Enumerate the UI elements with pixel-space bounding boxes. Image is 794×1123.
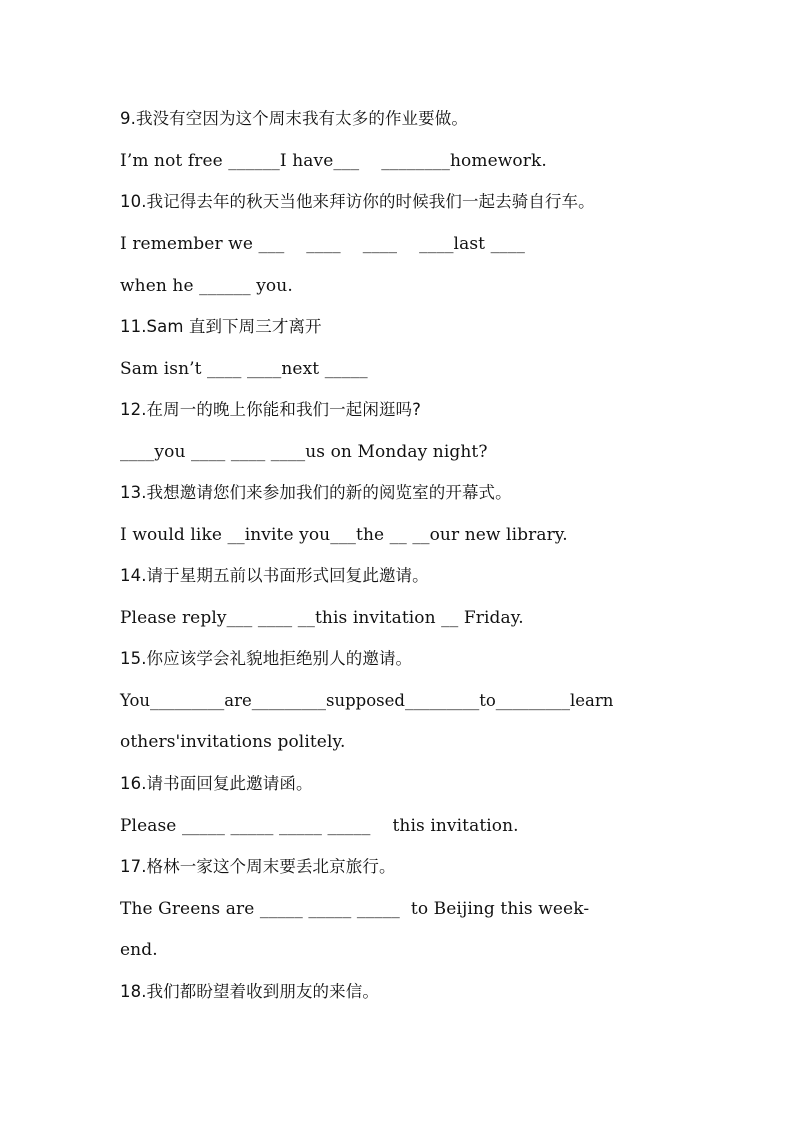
- question-17-english-line-2: end.: [120, 940, 158, 960]
- question-16-chinese: 16.请书面回复此邀请函。: [120, 774, 313, 793]
- question-17-chinese: 17.格林一家这个周末要丢北京旅行。: [120, 857, 396, 876]
- question-14-english: Please reply___ ____ __this invitation __ Friday.: [120, 608, 524, 628]
- question-10-english-line-2: when he ______ you.: [120, 276, 293, 296]
- question-11-chinese: 11.Sam 直到下周三才离开: [120, 317, 322, 336]
- question-10-english-line-1: I remember we ___ ____ ____ ____last ____: [120, 234, 525, 254]
- question-17-english-line-1: The Greens are _____ _____ _____ to Beijing this week-: [120, 899, 590, 919]
- question-18-chinese: 18.我们都盼望着收到朋友的来信。: [120, 982, 379, 1001]
- question-13-chinese: 13.我想邀请您们来参加我们的新的阅览室的开幕式。: [120, 483, 512, 502]
- question-15-english-line-2: others'invitations politely.: [120, 732, 346, 752]
- question-13-english: I would like __invite you___the __ __our new library.: [120, 525, 568, 545]
- question-9-english: I’m not free ______I have___ ________homework.: [120, 151, 547, 171]
- question-9-chinese: 9.我没有空因为这个周末我有太多的作业要做。: [120, 109, 468, 128]
- question-12-chinese: 12.在周一的晚上你能和我们一起闲逛吗?: [120, 400, 421, 419]
- question-10-chinese: 10.我记得去年的秋天当他来拜访你的时候我们一起去骑自行车。: [120, 192, 595, 211]
- question-11-english: Sam isn’t ____ ____next _____: [120, 359, 368, 379]
- question-15-chinese: 15.你应该学会礼貌地拒绝别人的邀请。: [120, 649, 413, 668]
- question-12-english: ____you ____ ____ ____us on Monday night?: [120, 442, 488, 462]
- question-16-english: Please _____ _____ _____ _____ this invitation.: [120, 816, 519, 836]
- question-14-chinese: 14.请于星期五前以书面形式回复此邀请。: [120, 566, 429, 585]
- question-15-english-line-1: You_________are_________supposed_________to_________learn: [120, 691, 614, 710]
